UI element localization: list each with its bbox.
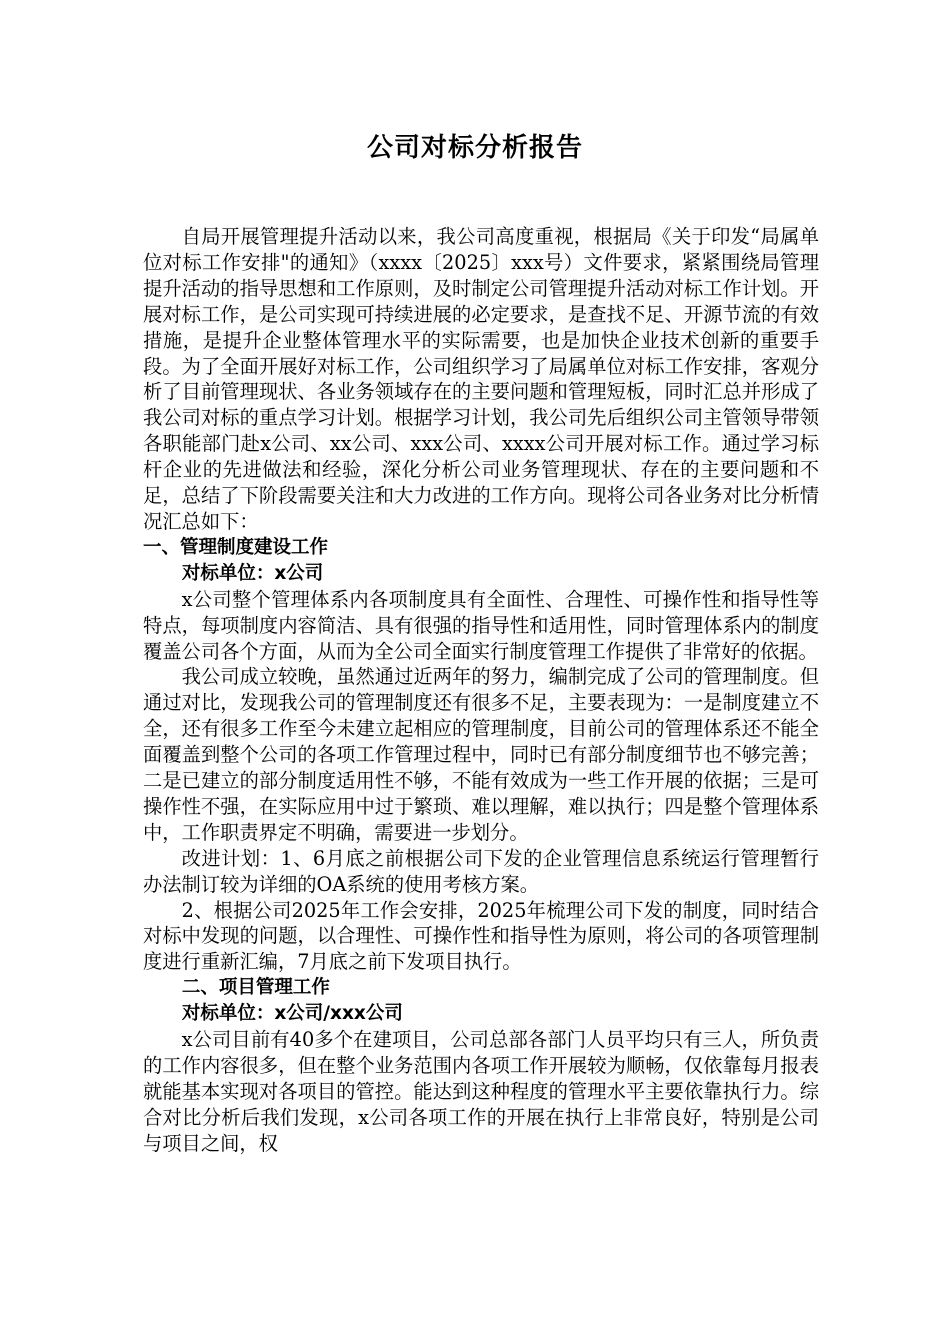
improvement-plan-paragraph: 改进计划：1、6月底之前根据公司下发的企业管理信息系统运行管理暂行办法制订较为详细的OA系统的使用考核方案。: [143, 846, 819, 896]
benchmark-unit-label: 对标单位：x公司: [181, 562, 324, 584]
body-paragraph: x公司目前有40多个在建项目，公司总部各部门人员平均只有三人，所负责的工作内容很多，但在整个业务范围内各项工作开展较为顺畅，仅依靠每月报表就能基本实现对各项目的管控。能达到这种程度的管理水平主要依靠执行力。综合对比分析后我们发现，x公司各项工作的开展在执行上非常良好，特别是公司与项目之间，权: [143, 1028, 819, 1155]
body-paragraph: 我公司成立较晚，虽然通过近两年的努力，编制完成了公司的管理制度。但通过对比，发现我公司的管理制度还有很多不足，主要表现为：一是制度建立不全，还有很多工作至今未建立起相应的管理制度，目前公司的管理体系还不能全面覆盖到整个公司的各项工作管理过程中，同时已有部分制度细节也不够完善；二是已建立的部分制度适用性不够，不能有效成为一些工作开展的依据；三是可操作性不强，在实际应用中过于繁琐、难以理解，难以执行；四是整个管理体系中，工作职责界定不明确，需要进一步划分。: [143, 665, 819, 844]
benchmark-unit-label: 对标单位：x公司/xxx公司: [181, 1003, 403, 1025]
intro-paragraph: 自局开展管理提升活动以来，我公司高度重视，根据局《关于印发“局属单位对标工作安排"的通知》（xxxx〔2025〕xxx号）文件要求，紧紧围绕局管理提升活动的指导思想和工作原则，及时制定公司管理提升活动对标工作计划。开展对标工作，是公司实现可持续进展的必定要求，是查找不足、开源节流的有效措施，是提升企业整体管理水平的实际需要，也是加快企业技术创新的重要手段。为了全面开展好对标工作，公司组织学习了局属单位对标工作安排，客观分析了目前管理现状、各业务领域存在的主要问题和管理短板，同时汇总并形成了我公司对标的重点学习计划。根据学习计划，我公司先后组织公司主管领导带领各职能部门赴x公司、xx公司、xxx公司、xxxx公司开展对标工作。通过学习标杆企业的先进做法和经验，深化分析公司业务管理现状、存在的主要问题和不足，总结了下阶段需要关注和大力改进的工作方向。现将公司各业务对比分析情况汇总如下：: [143, 225, 819, 533]
document-body: [143, 224, 819, 1157]
document-title: 公司对标分析报告: [366, 133, 583, 163]
section-heading-management-system: 一、管理制度建设工作: [143, 536, 329, 558]
body-paragraph: x公司整个管理体系内各项制度具有全面性、合理性、可操作性和指导性等特点，每项制度内容简洁、具有很强的指导性和适用性，同时管理体系内的制度覆盖公司各个方面，从而为全公司全面实行制度管理工作提供了非常好的依据。: [143, 587, 819, 663]
improvement-plan-item: 2、根据公司2025年工作会安排，2025年梳理公司下发的制度，同时结合对标中发现的问题，以合理性、可操作性和指导性为原则，将公司的各项管理制度进行重新汇编，7月底之前下发项目执行。: [143, 898, 819, 974]
section-heading-project-management: 二、项目管理工作: [181, 977, 330, 999]
